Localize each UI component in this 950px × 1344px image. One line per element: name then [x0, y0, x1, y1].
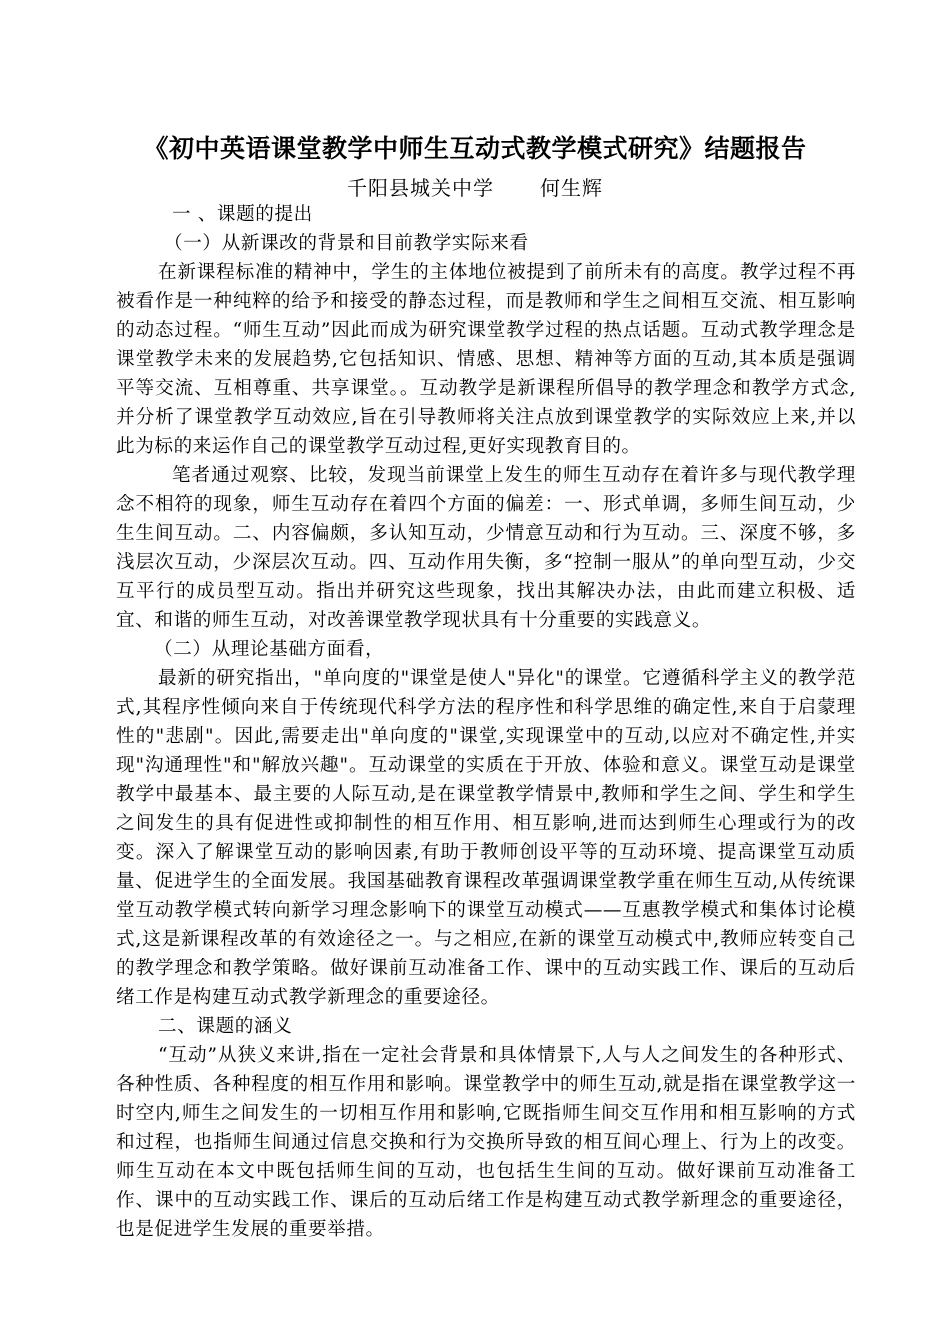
paragraph-1: 在新课程标准的精神中，学生的主体地位被提到了前所未有的高度。教学过程不再被看作是一种纯粹的给予和接受的静态过程，而是教师和学生之间相互交流、相互影响的动态过程。“师生互动”因此而成为研究课堂教学过程的热点话题。互动式教学理念是课堂教学未来的发展趋势,它包括知识、情感、思想、精神等方面的互动,其本质是强调平等交流、互相尊重、共享课堂。。互动教学是新课程所倡导的教学理念和教学方式念,并分析了课堂教学互动效应,旨在引导教师将关注点放到课堂教学的实际效应上来,并以此为标的来运作自己的课堂教学互动过程,更好实现教育目的。 [116, 262, 856, 457]
document-title: 《初中英语课堂教学中师生互动式教学模式研究》结题报告 [143, 134, 807, 163]
paragraph-2: 笔者通过观察、比较，发现当前课堂上发生的师生互动存在着许多与现代教学理念不相符的现象，师生互动存在着四个方面的偏差：一、形式单调，多师生间互动，少生生间互动。二、内容偏颇，多认知互动，少情意互动和行为互动。三、深度不够，多浅层次互动，少深层次互动。四、互动作用失衡，多“控制一服从”的单向型互动，少交互平行的成员型互动。指出并研究这些现象，找出其解决办法，由此而建立积极、适宜、和谐的师生互动，对改善课堂教学现状具有十分重要的实践意义。 [116, 465, 856, 631]
author-name: 何生辉 [540, 176, 603, 200]
byline [0, 174, 950, 202]
section-heading-2: 二、课题的涵义 [158, 1016, 293, 1037]
school-name: 千阳县城关中学 [347, 176, 494, 200]
subsection-heading-2: （二）从理论基础方面看， [154, 639, 385, 660]
section-heading-1: 一 、课题的提出 [172, 204, 313, 225]
paragraph-3: 最新的研究指出，"单向度的"课堂是使人"异化"的课堂。它遵循科学主义的教学范式,其程序性倾向来自于传统现代科学方法的程序性和科学思维的确定性,来自于启蒙理性的"悲剧"。因此,需要走出"单向度的"课堂,实现课堂中的互动,以应对不确定性,并实现"沟通理性"和"解放兴趣"。互动课堂的实质在于开放、体验和意义。课堂互动是课堂教学中最基本、最主要的人际互动,是在课堂教学情景中,教师和学生之间、学生和学生之间发生的具有促进性或抑制性的相互作用、相互影响,进而达到师生心理或行为的改变。深入了解课堂互动的影响因素,有助于教师创设平等的互动环境、提高课堂互动质量、促进学生的全面发展。我国基础教育课程改革强调课堂教学重在师生互动,从传统课堂互动教学模式转向新学习理念影响下的课堂互动模式——互惠教学模式和集体讨论模式,这是新课程改革的有效途径之一。与之相应,在新的课堂互动模式中,教师应转变自己的教学理念和教学策略。做好课前互动准备工作、课中的互动实践工作、课后的互动后绪工作是构建互动式教学新理念的重要途径。 [116, 668, 856, 1008]
paragraph-4: “互动”从狭义来讲,指在一定社会背景和具体情景下,人与人之间发生的各种形式、各种性质、各种程度的相互作用和影响。课堂教学中的师生互动,就是指在课堂教学这一时空内,师生之间发生的一切相互作用和影响,它既指师生间交互作用和相互影响的方式和过程，也指师生间通过信息交换和行为交换所导致的相互间心理上、行为上的改变。师生互动在本文中既包括师生间的互动，也包括生生间的互动。做好课前互动准备工作、课中的互动实践工作、课后的互动后绪工作是构建互动式教学新理念的重要途径，也是促进学生发展的重要举措。 [116, 1045, 856, 1240]
document-body [116, 200, 856, 1244]
subsection-heading-1: （一）从新课改的背景和目前教学实际来看 [164, 233, 529, 254]
